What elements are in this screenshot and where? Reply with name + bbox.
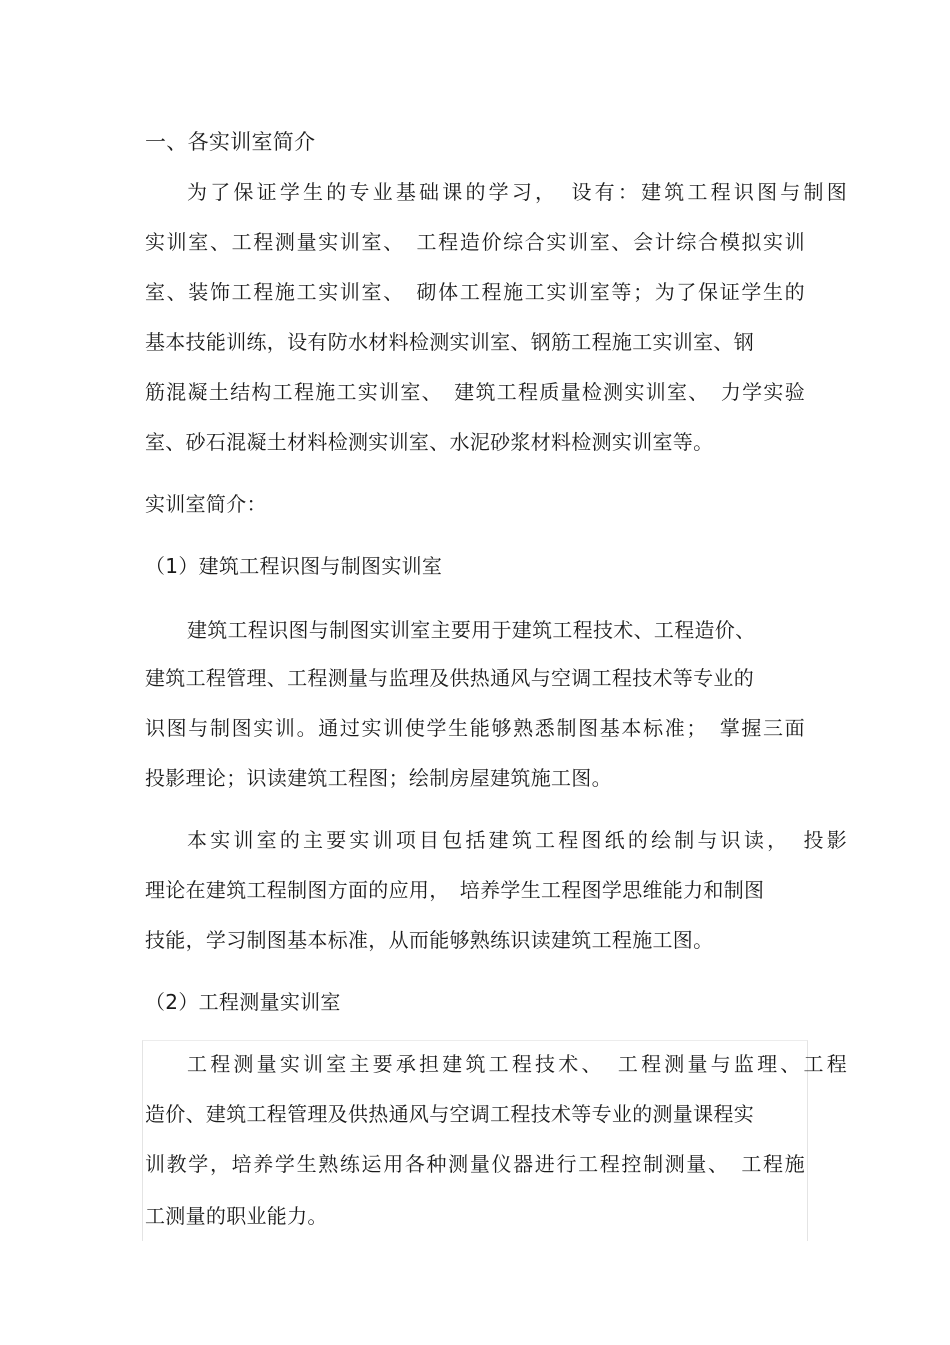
item1-p1-line: 识图与制图实训。通过实训使学生能够熟悉制图基本标准； 掌握三面	[145, 716, 805, 740]
intro-line: 室、砂石混凝土材料检测实训室、水泥砂浆材料检测实训室等。	[145, 430, 714, 454]
item1-p2-line: 理论在建筑工程制图方面的应用， 培养学生工程图学思维能力和制图	[145, 878, 765, 902]
item2-p1-line: 训教学，培养学生熟练运用各种测量仪器进行工程控制测量、 工程施	[145, 1152, 805, 1176]
item1-p1-line: 建筑工程识图与制图实训室主要用于建筑工程技术、工程造价、	[187, 618, 756, 642]
item1-p1-line: 建筑工程管理、工程测量与监理及供热通风与空调工程技术等专业的	[145, 666, 754, 690]
intro-line: 基本技能训练，设有防水材料检测实训室、钢筋工程施工实训室、钢	[145, 330, 754, 354]
item2-p1-line: 工程测量实训室主要承担建筑工程技术、 工程测量与监理、工程	[187, 1052, 847, 1076]
item1-p2-line: 技能，学习制图基本标准，从而能够熟练识读建筑工程施工图。	[145, 928, 714, 952]
item1-p1-line: 投影理论；识读建筑工程图；绘制房屋建筑施工图。	[145, 766, 612, 790]
item2-p1-line: 工测量的职业能力。	[145, 1204, 328, 1228]
item2-p1-line: 造价、建筑工程管理及供热通风与空调工程技术等专业的测量课程实	[145, 1102, 754, 1126]
item2-title: （2）工程测量实训室	[145, 990, 341, 1014]
intro-line: 室、装饰工程施工实训室、 砌体工程施工实训室等；为了保证学生的	[145, 280, 805, 304]
sub-heading: 实训室简介：	[145, 492, 267, 516]
intro-line: 实训室、工程测量实训室、 工程造价综合实训室、会计综合模拟实训	[145, 230, 805, 254]
intro-line: 筋混凝土结构工程施工实训室、 建筑工程质量检测实训室、 力学实验	[145, 380, 805, 404]
item1-p2-line: 本实训室的主要实训项目包括建筑工程图纸的绘制与识读， 投影	[187, 828, 847, 852]
item1-title: （1）建筑工程识图与制图实训室	[145, 554, 443, 578]
intro-line: 为了保证学生的专业基础课的学习， 设有：建筑工程识图与制图	[187, 180, 847, 204]
section-heading: 一、各实训室简介	[145, 130, 316, 154]
